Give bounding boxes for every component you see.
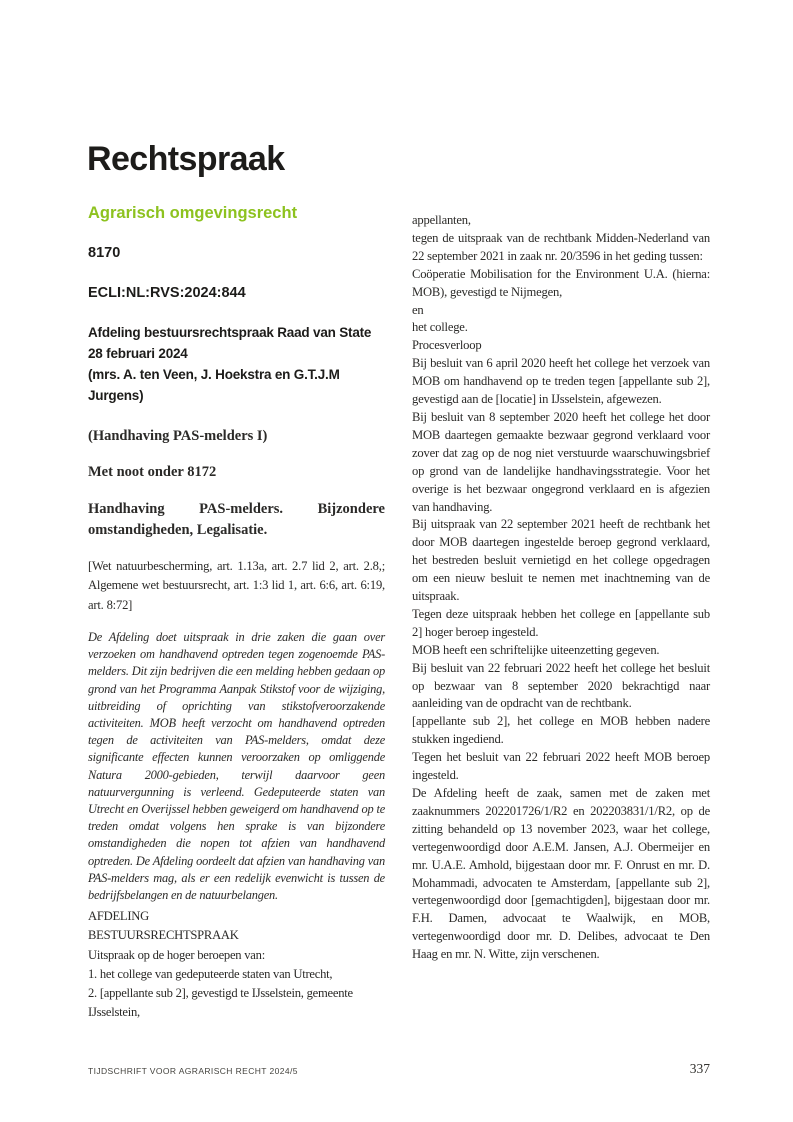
text-paragraph: [appellante sub 2], het college en MOB hebben nadere stukken ingediend.: [412, 714, 710, 747]
text-paragraph: tegen de uitspraak van de rechtbank Midden-Nederland van 22 september 2021 in zaak nr. 20/3596 in het geding tussen:: [412, 230, 710, 263]
headnote: Handhaving PAS-melders. Bijzondere omstandigheden, Legalisatie.: [88, 501, 385, 538]
note-reference: Met noot onder 8172: [88, 464, 217, 480]
text-paragraph: Procesverloop: [412, 338, 482, 353]
text-paragraph: De Afdeling heeft de zaak, samen met de zaken met zaaknummers 202201726/1/R2 en 202203831/1/R2, op de zitting behandeld op 13 november 2023, waar het college, vertegenwoordigd door A.E.M. Jansen, A.J. Obermeijer en mr. U.A.E. Amhold, bijgestaan door mr. F. Onrust en mr. D. Mohammadi, advocaten te Amsterdam, [appellante sub 2], vertegenwoordigd door [gemachtigden], bijgestaan door mr. F.H. Damen, advocaat te Waalwijk, en MOB, vertegenwoordigd door mr. D. Delibes, advocaat te Den Haag en mr. N. Witte, zijn verschenen.: [412, 786, 710, 962]
text-paragraph: Bij besluit van 6 april 2020 heeft het college het verzoek van MOB om handhavend op te treden tegen [appellante sub 2], gevestigd aan de [locatie] in IJsselstein, afgewezen.: [412, 356, 710, 407]
ecli-identifier: ECLI:NL:RVS:2024:844: [88, 285, 246, 301]
text-paragraph: Afdeling bestuursrechtspraak Raad van State: [88, 325, 372, 340]
article-number: 8170: [88, 245, 121, 261]
text-paragraph: 28 februari 2024: [88, 346, 188, 361]
text-paragraph: Bij besluit van 22 februari 2022 heeft het college het besluit op bezwaar van 8 september 2020 bekrachtigd naar aanleiding van de opdracht van de rechtbank.: [412, 660, 710, 711]
text-paragraph: het college.: [412, 320, 468, 335]
text-paragraph: Uitspraak op de hoger beroepen van:: [88, 947, 265, 962]
text-paragraph: Bij besluit van 8 september 2020 heeft het college het door MOB daartegen gemaakte bezwaar gegrond verklaard voor zover dat zag op de nog niet verstuurde waarschuwingsbrief op grond van de landelijke handhavingsstrategie. Voor het overige is het bezwaar ongegrond verklaard en is afgezien van handhaving.: [412, 409, 710, 514]
text-paragraph: AFDELING: [88, 909, 149, 924]
text-paragraph: 2. [appellante sub 2], gevestigd te IJsselstein, gemeente IJsselstein,: [88, 985, 353, 1020]
text-paragraph: BESTUURSRECHTSPRAAK: [88, 928, 239, 943]
page-title: Rechtspraak: [87, 140, 285, 178]
left-column: [88, 203, 385, 1022]
text-paragraph: Coöperatie Mobilisation for the Environment U.A. (hierna: MOB), gevestigd te Nijmegen,: [412, 266, 710, 299]
text-paragraph: Bij uitspraak van 22 september 2021 heeft de rechtbank het door MOB daartegen ingestelde beroep gegrond verklaard, het bestreden besluit vernietigd en het college opgedragen om een nieuw besluit te nemen met inachtneming van de uitspraak.: [412, 517, 710, 604]
article-category-heading: Agrarisch omgevingsrecht: [88, 204, 298, 222]
text-paragraph: Tegen deze uitspraak hebben het college en [appellante sub 2] hoger beroep ingesteld.: [412, 606, 710, 639]
text-paragraph: en: [412, 302, 424, 317]
text-paragraph: appellanten,: [412, 213, 471, 227]
statute-references: [Wet natuurbescherming, art. 1.13a, art. 2.7 lid 2, art. 2.8,; Algemene wet bestuursrecht, art. 1:3 lid 1, art. 6:6, art. 6:19, art. 8:72]: [88, 559, 385, 612]
footer-page-number: 337: [689, 1061, 710, 1076]
proceedings-header: [88, 907, 385, 1022]
case-summary: De Afdeling doet uitspraak in drie zaken die gaan over verzoeken om handhavend optreden tegen zogenoemde PAS-melders. Dit zijn bedrijven die een melding hebben gedaan op grond van het Programma Aanpak Stikstof voor de wijziging, uitbreiding of oprichting van stikstofveroorzakende activiteiten. MOB heeft verzocht om handhavend optreden tegen de activiteiten van PAS-melders, omdat deze significante effecten kunnen veroorzaken op omliggende Natura 2000-gebieden, terwijl daarvoor geen natuurvergunning is verleend. Gedeputeerde staten van Utrecht en Overijssel hebben geweigerd om handhavend op te treden omdat volgens hen sprake is van bijzondere omstandigheden die nopen tot afzien van handhavend optreden. De Afdeling oordeelt dat afzien van handhaving van PAS-melders mag, als er een redelijk evenwicht is tussen de bedrijfsbelangen en de natuurbelangen.: [88, 629, 385, 902]
case-title: (Handhaving PAS-melders I): [88, 428, 268, 444]
footer-journal-title: TIJDSCHRIFT VOOR AGRARISCH RECHT 2024/5: [88, 1066, 298, 1076]
right-column-text: [412, 212, 710, 964]
text-paragraph: Tegen het besluit van 22 februari 2022 heeft MOB beroep ingesteld.: [412, 750, 710, 783]
text-paragraph: 1. het college van gedeputeerde staten van Utrecht,: [88, 966, 333, 981]
text-paragraph: MOB heeft een schriftelijke uiteenzetting gegeven.: [412, 642, 660, 657]
court-info-block: [88, 322, 385, 406]
text-paragraph: (mrs. A. ten Veen, J. Hoekstra en G.T.J.M Jurgens): [88, 367, 340, 403]
